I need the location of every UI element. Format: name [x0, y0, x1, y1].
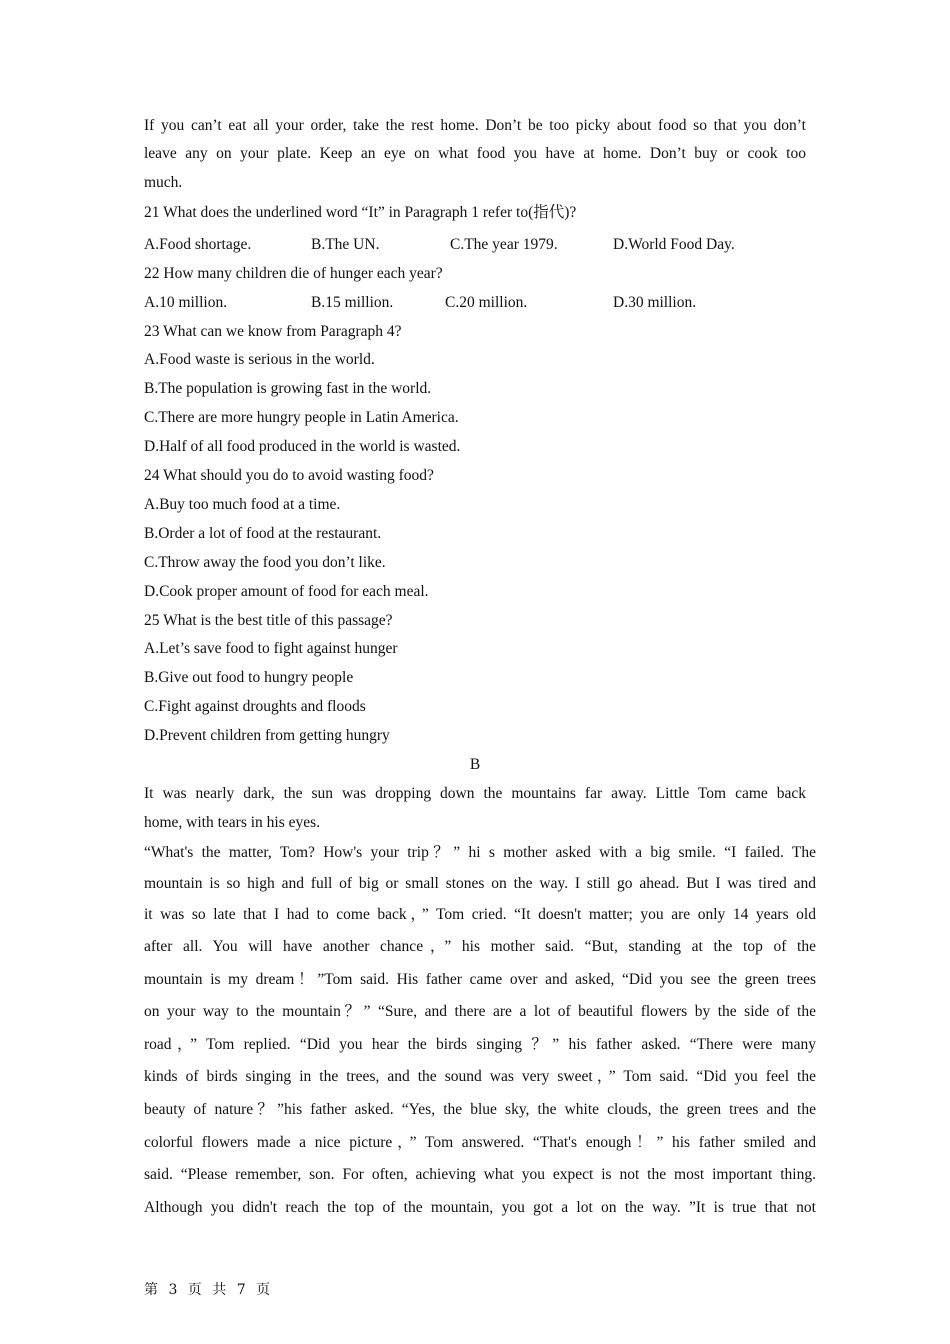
paragraph-line: it was so late that I had to come back，” Tom cried. “It doesn't matter; you are only 14 years old — [144, 906, 816, 923]
paragraph-line: after all. You will have another chance，” his mother said. “But, standing at the top of the — [144, 938, 816, 955]
question-24-stem: 24 What should you do to avoid wasting food? — [144, 467, 434, 484]
option-d: D.Half of all food produced in the world is wasted. — [144, 438, 461, 455]
paragraph-line: mountain is so high and full of big or small stones on the way. I still go ahead. But I was tired and — [144, 875, 816, 892]
paragraph-line: mountain is my dream！”Tom said. His father came over and asked, “Did you see the green trees — [144, 971, 816, 988]
option-d: D.Cook proper amount of food for each meal. — [144, 583, 429, 600]
paragraph-line: If you can’t eat all your order, take the rest home. Don’t be too picky about food so that you don’t — [144, 117, 806, 134]
paragraph-line: home, with tears in his eyes. — [144, 814, 321, 831]
option-c: C.Fight against droughts and floods — [144, 698, 366, 715]
option-b: B.Order a lot of food at the restaurant. — [144, 525, 382, 542]
option-a: A.Let’s save food to fight against hunger — [144, 640, 398, 657]
option-a: A.Buy too much food at a time. — [144, 496, 341, 513]
option-d: D.30 million. — [613, 294, 697, 311]
question-22-stem: 22 How many children die of hunger each year? — [144, 265, 443, 282]
option-c: C.The year 1979. — [450, 236, 558, 253]
option-b: B.The UN. — [311, 236, 380, 253]
option-c: C.There are more hungry people in Latin America. — [144, 409, 459, 426]
section-heading: B — [469, 756, 481, 773]
paragraph-line: much. — [144, 174, 183, 191]
question-23-stem: 23 What can we know from Paragraph 4? — [144, 323, 402, 340]
option-b: B.15 million. — [311, 294, 394, 311]
question-21-stem: 21 What does the underlined word “It” in Paragraph 1 refer to(指代)? — [144, 204, 577, 221]
paragraph-line: colorful flowers made a nice picture，” Tom answered. “That's enough！” his father smiled and — [144, 1134, 816, 1151]
paragraph-line: road，” Tom replied. “Did you hear the birds singing ？” his father asked. “There were many — [144, 1036, 816, 1053]
option-a: A.10 million. — [144, 294, 228, 311]
option-c: C.Throw away the food you don’t like. — [144, 554, 386, 571]
option-a: A.Food waste is serious in the world. — [144, 351, 375, 368]
option-d: D.World Food Day. — [613, 236, 735, 253]
option-b: B.Give out food to hungry people — [144, 669, 354, 686]
paragraph-line: Although you didn't reach the top of the mountain, you got a lot on the way. ”It is true that not — [144, 1199, 816, 1216]
question-25-stem: 25 What is the best title of this passage? — [144, 612, 393, 629]
paragraph-line: on your way to the mountain？” “Sure, and there are a lot of beautiful flowers by the side of the — [144, 1003, 816, 1020]
page-number: 第 3 页 共 7 页 — [144, 1282, 274, 1298]
paragraph-line: said. “Please remember, son. For often, achieving what you expect is not the most important thing. — [144, 1166, 816, 1183]
option-d: D.Prevent children from getting hungry — [144, 727, 390, 744]
paragraph-line: leave any on your plate. Keep an eye on what food you have at home. Don’t buy or cook too — [144, 145, 806, 162]
paragraph-line: kinds of birds singing in the trees, and the sound was very sweet，” Tom said. “Did you feel the — [144, 1068, 816, 1085]
paragraph-line: “What's the matter, Tom? How's your trip？” hi s mother asked with a big smile. “I failed. The — [144, 844, 816, 861]
option-c: C.20 million. — [445, 294, 528, 311]
paragraph-line: beauty of nature？”his father asked. “Yes, the blue sky, the white clouds, the green trees and the — [144, 1101, 816, 1118]
option-b: B.The population is growing fast in the world. — [144, 380, 432, 397]
option-a: A.Food shortage. — [144, 236, 252, 253]
paragraph-line: It was nearly dark, the sun was dropping down the mountains far away. Little Tom came back — [144, 785, 806, 802]
